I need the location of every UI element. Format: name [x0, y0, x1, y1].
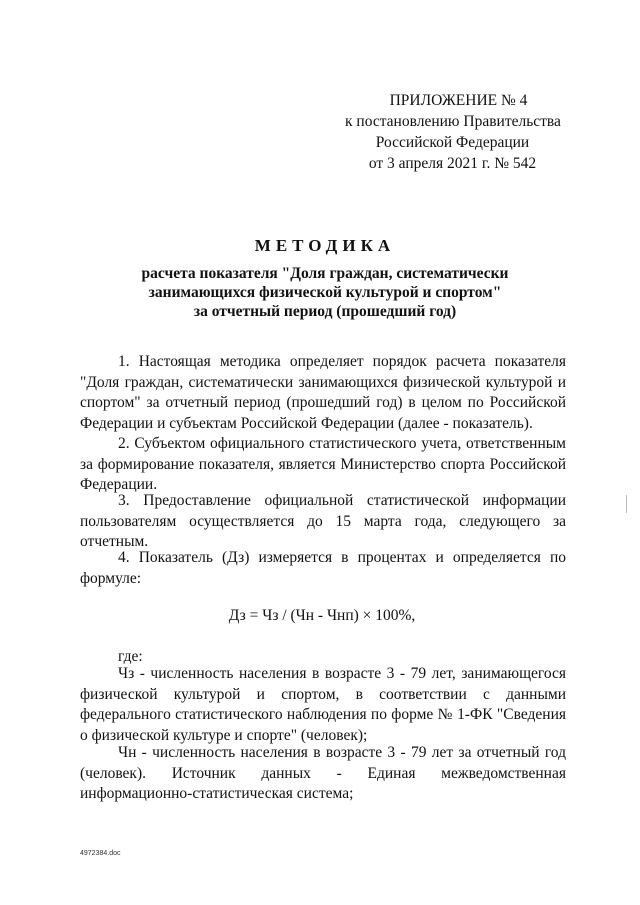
paragraph-4-text: 4. Показатель (Дз) измеряется в процентах и определяется по формуле:	[80, 549, 566, 587]
document-subtitle	[80, 264, 570, 321]
scan-edge-mark	[626, 495, 627, 513]
where-label: где:	[118, 648, 143, 665]
attachment-title: ПРИЛОЖЕНИЕ № 4	[389, 92, 528, 109]
definition-chn	[80, 743, 566, 805]
document-title: МЕТОДИКА	[254, 236, 396, 255]
definition-chz	[80, 664, 566, 746]
paragraph-3-text: 3. Предоставление официальной статистической информации пользователям осуществляется до 15 марта года, следующего за отчетным.	[80, 492, 566, 551]
subtitle-line-2: занимающихся физической культурой и спортом"	[148, 284, 502, 301]
paragraph-3	[80, 491, 566, 553]
paragraph-4	[80, 548, 566, 589]
definition-chn-text: Чн - численность населения в возрасте 3 - 79 лет за отчетный год (человек). Источник данных - Единая межведомственная информационно-статистическая система;	[80, 744, 566, 803]
subtitle-line-1: расчета показателя "Доля граждан, систематически	[141, 265, 509, 282]
definition-chz-text: Чз - численность населения в возрасте 3 - 79 лет, занимающегося физической культурой и спортом, в соответствии с данными федерального статистического наблюдения по форме № 1-ФК "Сведения о физической культуре и спорте" (человек);	[80, 665, 566, 744]
attachment-line-2: Российской Федерации	[375, 134, 530, 151]
paragraph-1-text: 1. Настоящая методика определяет порядок расчета показателя "Доля граждан, систематически занимающихся физической культурой и спортом" за отчетный период (прошедший год) в целом по Российской Федерации и субъектам Российской Федерации (далее - показатель).	[80, 353, 566, 432]
attachment-header	[345, 90, 560, 174]
attachment-line-3: от 3 апреля 2021 г. № 542	[368, 155, 537, 172]
paragraph-2	[80, 434, 566, 496]
attachment-line-1: к постановлению Правительства	[345, 113, 561, 130]
paragraph-2-text: 2. Субъектом официального статистического учета, ответственным за формирование показателя, является Министерство спорта Российской Федерации.	[80, 435, 566, 494]
paragraph-1	[80, 352, 566, 434]
document-reference: 4972384.doc	[80, 850, 121, 857]
formula: Дз = Чз / (Чн - Чнп) × 100%,	[228, 607, 416, 624]
subtitle-line-3: за отчетный период (прошедший год)	[193, 303, 457, 320]
